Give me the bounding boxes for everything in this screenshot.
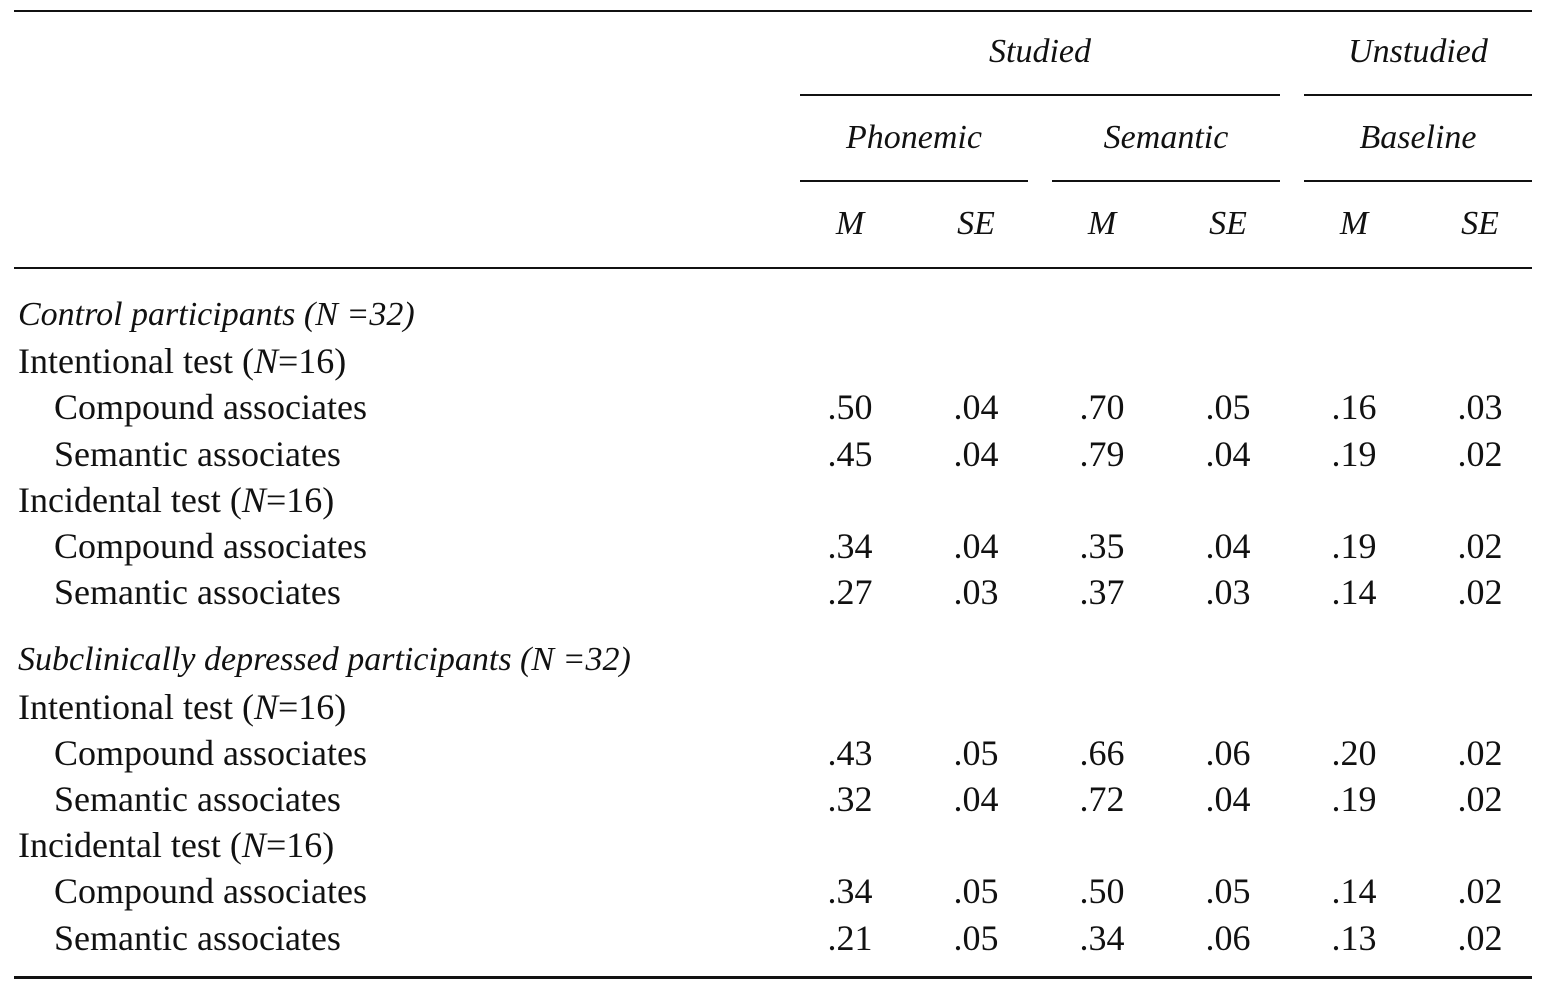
test-row	[14, 477, 1532, 523]
table-cell: .02	[1457, 732, 1503, 773]
row-label: Semantic associates	[54, 572, 341, 613]
group-row	[14, 637, 1532, 683]
test-title-prefix: Intentional test (	[18, 341, 254, 382]
row-label: Semantic associates	[54, 779, 341, 819]
table-cell: .05	[1205, 387, 1251, 428]
table-cell: .06	[1205, 732, 1251, 773]
header-semantic-se: SE	[1209, 205, 1247, 242]
table-cell: .19	[1331, 779, 1377, 819]
test-title-suffix: =16)	[277, 341, 347, 382]
header-rule	[14, 267, 1532, 269]
table-cell: .05	[953, 732, 999, 773]
table-cell: .79	[1079, 433, 1125, 474]
table-cell: .19	[1331, 526, 1377, 566]
test-title	[18, 477, 334, 523]
test-title-suffix: =16)	[265, 479, 335, 520]
phonemic-rule	[800, 180, 1028, 182]
table-row	[14, 431, 1532, 477]
table-cell: .06	[1205, 917, 1251, 958]
table-cell: .20	[1331, 732, 1377, 773]
test-title-suffix: =16)	[265, 825, 335, 866]
table-cell: .72	[1079, 779, 1125, 819]
test-title-n: N	[253, 686, 278, 727]
group-title: Control participants (N =32)	[18, 296, 415, 333]
table-cell: .02	[1457, 871, 1503, 912]
table-cell: .16	[1331, 387, 1377, 428]
test-title-n: N	[241, 825, 266, 866]
table-cell: .50	[827, 387, 873, 428]
studied-rule	[800, 94, 1280, 96]
table-cell: .02	[1457, 572, 1503, 613]
table-cell: .04	[953, 433, 999, 474]
row-label: Compound associates	[54, 526, 367, 566]
test-title	[18, 822, 334, 868]
table-cell: .32	[827, 779, 873, 819]
group-row	[14, 292, 1532, 338]
table-cell: .04	[953, 779, 999, 819]
table-row	[14, 776, 1532, 822]
header-phonemic-se: SE	[957, 205, 995, 242]
test-row	[14, 822, 1532, 868]
row-label: Semantic associates	[54, 917, 341, 958]
table-cell: .04	[953, 526, 999, 566]
header-baseline-m: M	[1339, 205, 1369, 242]
table-cell: .05	[953, 871, 999, 912]
table-cell: .13	[1331, 917, 1377, 958]
table-cell: .03	[1205, 572, 1251, 613]
header-semantic: Semantic	[1103, 119, 1229, 156]
table-cell: .14	[1331, 572, 1377, 613]
table-cell: .34	[827, 871, 873, 912]
header-phonemic-m: M	[835, 205, 865, 242]
table-cell: .35	[1079, 526, 1125, 566]
table-cell: .04	[953, 387, 999, 428]
test-title	[18, 338, 346, 384]
table-cell: .70	[1079, 387, 1125, 428]
table-cell: .04	[1205, 433, 1251, 474]
table-cell: .45	[827, 433, 873, 474]
table-row	[14, 868, 1532, 914]
header-semantic-m: M	[1087, 205, 1117, 242]
table-cell: .03	[953, 572, 999, 613]
table-cell: .04	[1205, 779, 1251, 819]
top-rule	[14, 10, 1532, 12]
row-label: Semantic associates	[54, 433, 341, 474]
group-title: Subclinically depressed participants (N =32)	[18, 641, 631, 679]
table-row	[14, 523, 1532, 569]
table-cell: .04	[1205, 526, 1251, 566]
test-title-prefix: Intentional test (	[18, 686, 254, 727]
table-cell: .37	[1079, 572, 1125, 613]
header-baseline: Baseline	[1359, 119, 1477, 156]
row-label: Compound associates	[54, 732, 367, 773]
table-row	[14, 384, 1532, 430]
table-row	[14, 730, 1532, 776]
table-cell: .21	[827, 917, 873, 958]
table-cell: .05	[953, 917, 999, 958]
table-cell: .34	[827, 526, 873, 566]
baseline-rule	[1304, 180, 1532, 182]
table-cell: .19	[1331, 433, 1377, 474]
table-cell: .02	[1457, 526, 1503, 566]
test-title-prefix: Incidental test (	[18, 479, 242, 520]
row-label: Compound associates	[54, 387, 367, 428]
test-row	[14, 338, 1532, 384]
table-cell: .03	[1457, 387, 1503, 428]
test-title-suffix: =16)	[277, 686, 347, 727]
bottom-rule	[14, 976, 1532, 979]
table-row	[14, 915, 1532, 961]
header-phonemic: Phonemic	[846, 119, 982, 156]
table-cell: .02	[1457, 433, 1503, 474]
header-baseline-se: SE	[1461, 205, 1499, 242]
table-cell: .43	[827, 732, 873, 773]
test-title-n: N	[253, 341, 278, 382]
test-title-n: N	[241, 479, 266, 520]
semantic-rule	[1052, 180, 1280, 182]
unstudied-rule	[1304, 94, 1532, 96]
table-cell: .66	[1079, 732, 1125, 773]
header-unstudied: Unstudied	[1348, 33, 1488, 70]
header-studied: Studied	[989, 33, 1091, 70]
test-row	[14, 684, 1532, 730]
table-cell: .50	[1079, 871, 1125, 912]
table-cell: .27	[827, 572, 873, 613]
table-cell: .34	[1079, 917, 1125, 958]
table-cell: .14	[1331, 871, 1377, 912]
test-title	[18, 684, 346, 730]
table-cell: .02	[1457, 917, 1503, 958]
test-title-prefix: Incidental test (	[18, 825, 242, 866]
row-label: Compound associates	[54, 871, 367, 912]
table-cell: .05	[1205, 871, 1251, 912]
table-row	[14, 569, 1532, 615]
table-cell: .02	[1457, 779, 1503, 819]
